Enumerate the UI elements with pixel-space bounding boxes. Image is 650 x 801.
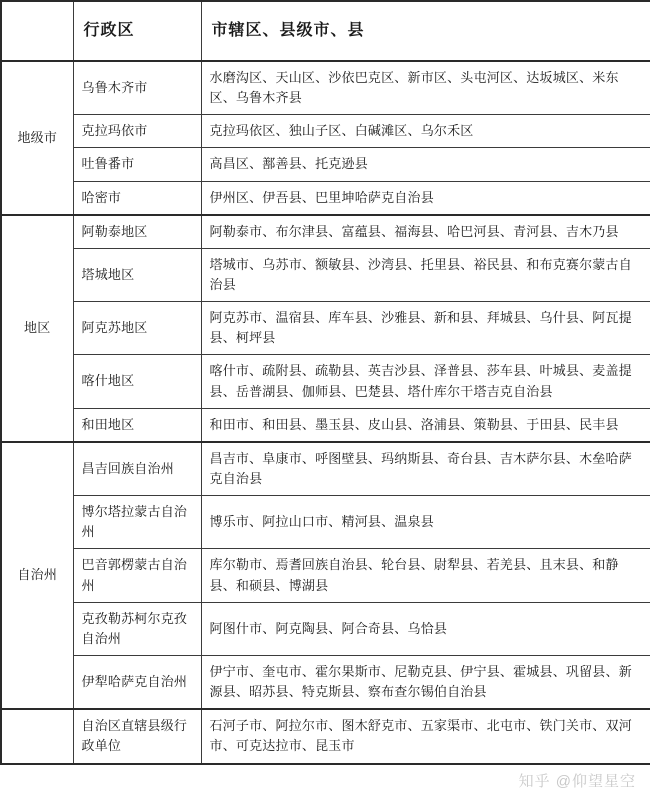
table-row [1, 655, 650, 709]
table-row [1, 61, 650, 115]
group-label-prefecture-level-city: 地级市 [1, 61, 73, 215]
counties-list: 博乐市、阿拉山口市、精河县、温泉县 [201, 496, 650, 549]
header-division-label: 行政区 [73, 1, 201, 61]
division-name: 自治区直辖县级行政单位 [73, 709, 201, 763]
division-name: 喀什地区 [73, 355, 201, 408]
division-name: 克孜勒苏柯尔克孜自治州 [73, 602, 201, 655]
table-row [1, 302, 650, 355]
table-row [1, 602, 650, 655]
counties-list: 塔城市、乌苏市、额敏县、沙湾县、托里县、裕民县、和布克赛尔蒙古自治县 [201, 248, 650, 301]
counties-list: 阿勒泰市、布尔津县、富蕴县、福海县、哈巴河县、青河县、吉木乃县 [201, 215, 650, 249]
table-row [1, 549, 650, 602]
table-row [1, 248, 650, 301]
group-label-prefecture: 地区 [1, 215, 73, 442]
table-body [1, 1, 650, 764]
table-row [1, 115, 650, 148]
counties-list: 昌吉市、阜康市、呼图壁县、玛纳斯县、奇台县、吉木萨尔县、木垒哈萨克自治县 [201, 442, 650, 496]
counties-list: 克拉玛依区、独山子区、白碱滩区、乌尔禾区 [201, 115, 650, 148]
header-corner-cell [1, 1, 73, 61]
table-row [1, 496, 650, 549]
counties-list: 石河子市、阿拉尔市、图木舒克市、五家渠市、北屯市、铁门关市、双河市、可克达拉市、昆玉市 [201, 709, 650, 763]
counties-list: 伊州区、伊吾县、巴里坤哈萨克自治县 [201, 181, 650, 215]
counties-list: 伊宁市、奎屯市、霍尔果斯市、尼勒克县、伊宁县、霍城县、巩留县、新源县、昭苏县、特克斯县、察布查尔锡伯自治县 [201, 655, 650, 709]
table-header-row [1, 1, 650, 61]
division-name: 巴音郭楞蒙古自治州 [73, 549, 201, 602]
table-row [1, 148, 650, 181]
division-name: 伊犁哈萨克自治州 [73, 655, 201, 709]
counties-list: 库尔勒市、焉耆回族自治县、轮台县、尉犁县、若羌县、且末县、和静县、和硕县、博湖县 [201, 549, 650, 602]
table-row [1, 181, 650, 215]
table-row [1, 442, 650, 496]
counties-list: 水磨沟区、天山区、沙依巴克区、新市区、头屯河区、达坂城区、米东区、乌鲁木齐县 [201, 61, 650, 115]
header-counties-label: 市辖区、县级市、县 [201, 1, 650, 61]
table-row [1, 709, 650, 763]
group-label-autonomous-prefecture: 自治州 [1, 442, 73, 709]
division-name: 克拉玛依市 [73, 115, 201, 148]
division-name: 哈密市 [73, 181, 201, 215]
division-name: 乌鲁木齐市 [73, 61, 201, 115]
counties-list: 和田市、和田县、墨玉县、皮山县、洛浦县、策勒县、于田县、民丰县 [201, 408, 650, 442]
group-label-empty [1, 709, 73, 763]
counties-list: 喀什市、疏附县、疏勒县、英吉沙县、泽普县、莎车县、叶城县、麦盖提县、岳普湖县、伽师县、巴楚县、塔什库尔干塔吉克自治县 [201, 355, 650, 408]
watermark: 知乎 @仰望星空 [518, 773, 636, 790]
division-name: 昌吉回族自治州 [73, 442, 201, 496]
division-name: 和田地区 [73, 408, 201, 442]
table-row [1, 408, 650, 442]
counties-list: 高昌区、鄯善县、托克逊县 [201, 148, 650, 181]
counties-list: 阿克苏市、温宿县、库车县、沙雅县、新和县、拜城县、乌什县、阿瓦提县、柯坪县 [201, 302, 650, 355]
division-name: 博尔塔拉蒙古自治州 [73, 496, 201, 549]
division-name: 阿克苏地区 [73, 302, 201, 355]
table-row [1, 355, 650, 408]
division-name: 塔城地区 [73, 248, 201, 301]
counties-list: 阿图什市、阿克陶县、阿合奇县、乌恰县 [201, 602, 650, 655]
table-row [1, 215, 650, 249]
division-name: 吐鲁番市 [73, 148, 201, 181]
division-name: 阿勒泰地区 [73, 215, 201, 249]
